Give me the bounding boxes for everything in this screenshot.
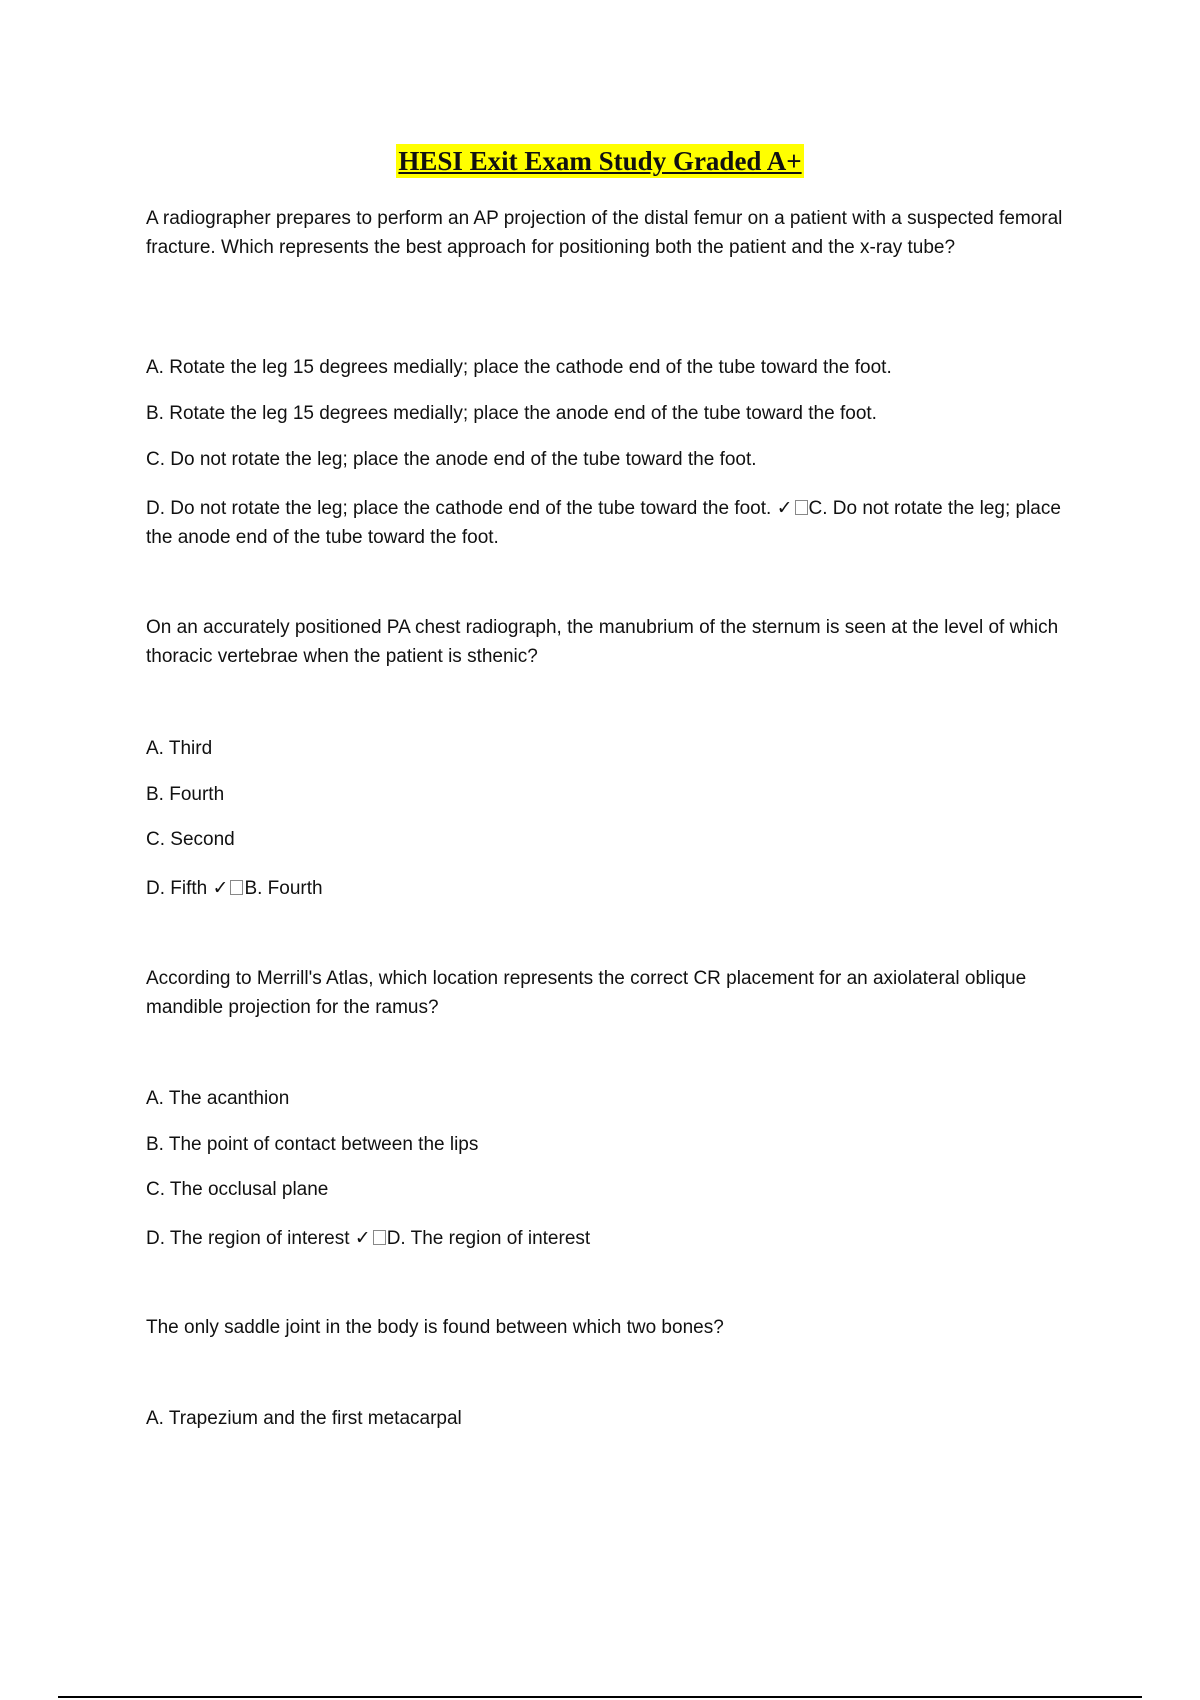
question-2-option-b: B. Fourth (146, 784, 225, 805)
question-1-option-d: D. Do not rotate the leg; place the cathode end of the tube toward the foot. (146, 498, 772, 519)
check-icon: ✓ (212, 877, 229, 899)
question-2-option-d-with-answer (146, 874, 1086, 903)
question-2-option-a: A. Third (146, 738, 213, 759)
question-2-option-d: D. Fifth (146, 878, 208, 899)
question-1-answer: C. Do not rotate the leg; place the anode end of the tube toward the foot. (146, 498, 1061, 548)
checkbox-icon (230, 880, 243, 895)
check-icon: ✓ (776, 497, 793, 519)
question-4-option-a: A. Trapezium and the first metacarpal (146, 1408, 462, 1429)
checkbox-icon (795, 500, 808, 515)
question-3-option-a: A. The acanthion (146, 1088, 290, 1109)
question-2-stem: On an accurately positioned PA chest radiograph, the manubrium of the sternum is seen at the level of which thoracic vertebrae when the patient is sthenic? (146, 617, 1059, 667)
footer-divider (58, 1696, 1142, 1698)
title-container (0, 144, 1200, 178)
question-2-answer: B. Fourth (244, 878, 323, 899)
question-1-option-d-with-answer (146, 494, 1086, 552)
question-2-option-c: C. Second (146, 829, 235, 850)
question-3-option-d: D. The region of interest (146, 1228, 350, 1249)
question-1-option-a: A. Rotate the leg 15 degrees medially; place the cathode end of the tube toward the foot. (146, 357, 892, 378)
question-1-option-c: C. Do not rotate the leg; place the anode end of the tube toward the foot. (146, 449, 757, 470)
question-3-stem: According to Merrill's Atlas, which location represents the correct CR placement for an axiolateral oblique mandible projection for the ramus? (146, 968, 1027, 1018)
checkbox-icon (373, 1230, 386, 1245)
question-3-option-c: C. The occlusal plane (146, 1179, 329, 1200)
question-3-answer: D. The region of interest (386, 1228, 591, 1249)
check-icon: ✓ (354, 1227, 371, 1249)
question-4-stem: The only saddle joint in the body is found between which two bones? (146, 1317, 724, 1338)
question-3-option-b: B. The point of contact between the lips (146, 1134, 479, 1155)
question-1-stem: A radiographer prepares to perform an AP projection of the distal femur on a patient with a suspected femoral fracture. Which represents the best approach for positioning both the patient and the x-ray tube? (146, 208, 1063, 258)
document-title: HESI Exit Exam Study Graded A+ (398, 146, 802, 176)
question-3-option-d-with-answer (146, 1224, 1086, 1253)
question-1-option-b: B. Rotate the leg 15 degrees medially; place the anode end of the tube toward the foot. (146, 403, 877, 424)
